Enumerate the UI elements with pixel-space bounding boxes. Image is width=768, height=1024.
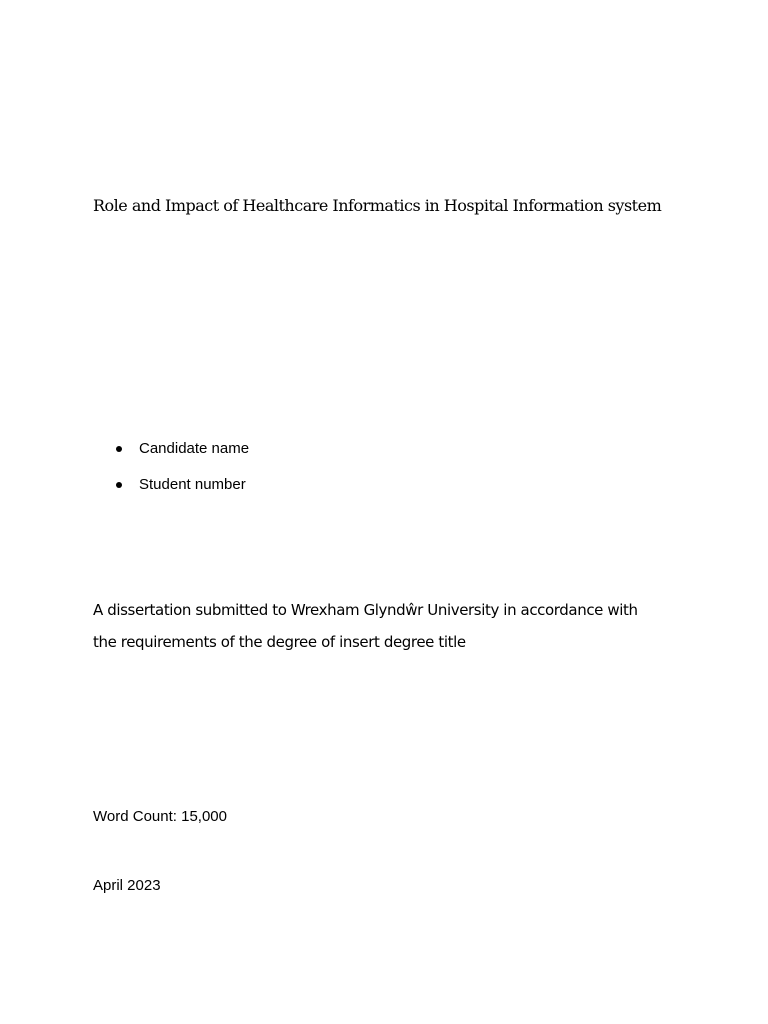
student-number-label: Student number	[139, 476, 246, 493]
word-count: Word Count: 15,000	[93, 808, 227, 825]
candidate-name-label: Candidate name	[139, 440, 250, 457]
dissertation-statement	[93, 594, 693, 658]
bullet-icon	[116, 482, 122, 488]
list-item-candidate-name	[93, 438, 249, 474]
bullet-icon	[116, 446, 122, 452]
dissertation-line-2: the requirements of the degree of insert degree title	[93, 633, 466, 651]
dissertation-line-1: A dissertation submitted to Wrexham Glyndŵr University in accordance with	[93, 601, 638, 619]
list-item-student-number	[93, 474, 249, 510]
candidate-details-list	[93, 438, 249, 510]
submission-date: April 2023	[93, 877, 161, 894]
document-title: Role and Impact of Healthcare Informatics in Hospital Information system	[93, 196, 662, 215]
